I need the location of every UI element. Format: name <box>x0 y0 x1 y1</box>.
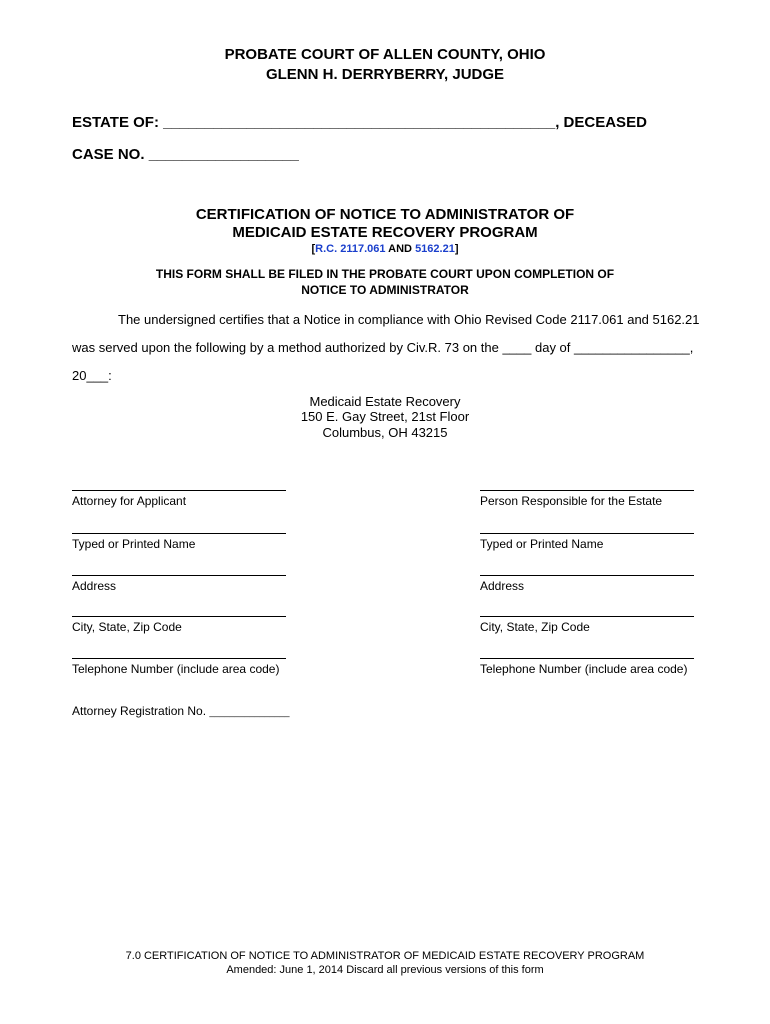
form-title-line1: CERTIFICATION OF NOTICE TO ADMINISTRATOR OF <box>195 206 575 223</box>
attorney-city-field[interactable] <box>72 616 286 617</box>
case-label: CASE NO. <box>72 146 145 163</box>
estate-name-field[interactable]: _______________________________________________ <box>163 114 556 131</box>
instruction-line2: NOTICE TO ADMINISTRATOR <box>301 283 469 297</box>
case-number-field[interactable]: __________________ <box>148 146 299 163</box>
estate-line <box>72 114 647 131</box>
statute-reference <box>0 243 770 255</box>
responsible-signature-field[interactable] <box>480 490 694 491</box>
responsible-name-label: Typed or Printed Name <box>480 537 604 551</box>
certification-text-line3: 20___: <box>72 368 112 383</box>
form-title-line2: MEDICAID ESTATE RECOVERY PROGRAM <box>232 224 538 241</box>
attorney-registration-label: Attorney Registration No. <box>72 704 207 718</box>
attorney-city-label: City, State, Zip Code <box>72 620 182 634</box>
deceased-label: , DECEASED <box>555 114 647 131</box>
statute-link-5162[interactable]: 5162.21 <box>415 243 455 255</box>
responsible-name-field[interactable] <box>480 533 694 534</box>
case-line <box>72 146 299 163</box>
attorney-signature-field[interactable] <box>72 490 286 491</box>
certification-text-line1: The undersigned certifies that a Notice in compliance with Ohio Revised Code 2117.061 and 5162.21 <box>118 312 700 327</box>
responsible-address-label: Address <box>480 579 525 593</box>
statute-link-2117[interactable]: R.C. 2117.061 <box>315 243 386 255</box>
responsible-address-field[interactable] <box>480 575 694 576</box>
ref-and: AND <box>385 243 416 255</box>
responsible-city-label: City, State, Zip Code <box>480 620 590 634</box>
responsible-phone-label: Telephone Number (include area code) <box>480 662 688 676</box>
instruction-line1: THIS FORM SHALL BE FILED IN THE PROBATE COURT UPON COMPLETION OF <box>155 267 615 281</box>
estate-label: ESTATE OF: <box>72 114 159 131</box>
address-line3: Columbus, OH 43215 <box>322 425 448 440</box>
ref-bracket-close: ] <box>454 243 459 255</box>
address-line2: 150 E. Gay Street, 21st Floor <box>300 409 470 424</box>
attorney-registration-field[interactable]: ________________ <box>209 707 290 717</box>
footer-form-title: 7.0 CERTIFICATION OF NOTICE TO ADMINISTRATOR OF MEDICAID ESTATE RECOVERY PROGRAM <box>125 950 645 962</box>
address-line1: Medicaid Estate Recovery <box>309 394 461 409</box>
judge-name: GLENN H. DERRYBERRY, JUDGE <box>265 66 505 83</box>
ref-bracket-open: [ <box>311 243 316 255</box>
responsible-phone-field[interactable] <box>480 658 694 659</box>
footer-amended-note: Amended: June 1, 2014 Discard all previous versions of this form <box>226 964 544 976</box>
attorney-registration <box>72 704 290 718</box>
attorney-phone-label: Telephone Number (include area code) <box>72 662 280 676</box>
attorney-phone-field[interactable] <box>72 658 286 659</box>
court-name: PROBATE COURT OF ALLEN COUNTY, OHIO <box>224 46 546 63</box>
responsible-city-field[interactable] <box>480 616 694 617</box>
responsible-signature-label: Person Responsible for the Estate <box>480 494 663 508</box>
certification-text-line2: was served upon the following by a method authorized by Civ.R. 73 on the ____ day of ________________, <box>72 340 694 355</box>
attorney-name-label: Typed or Printed Name <box>72 537 196 551</box>
attorney-address-label: Address <box>72 579 117 593</box>
attorney-address-field[interactable] <box>72 575 286 576</box>
attorney-signature-label: Attorney for Applicant <box>72 494 187 508</box>
attorney-name-field[interactable] <box>72 533 286 534</box>
